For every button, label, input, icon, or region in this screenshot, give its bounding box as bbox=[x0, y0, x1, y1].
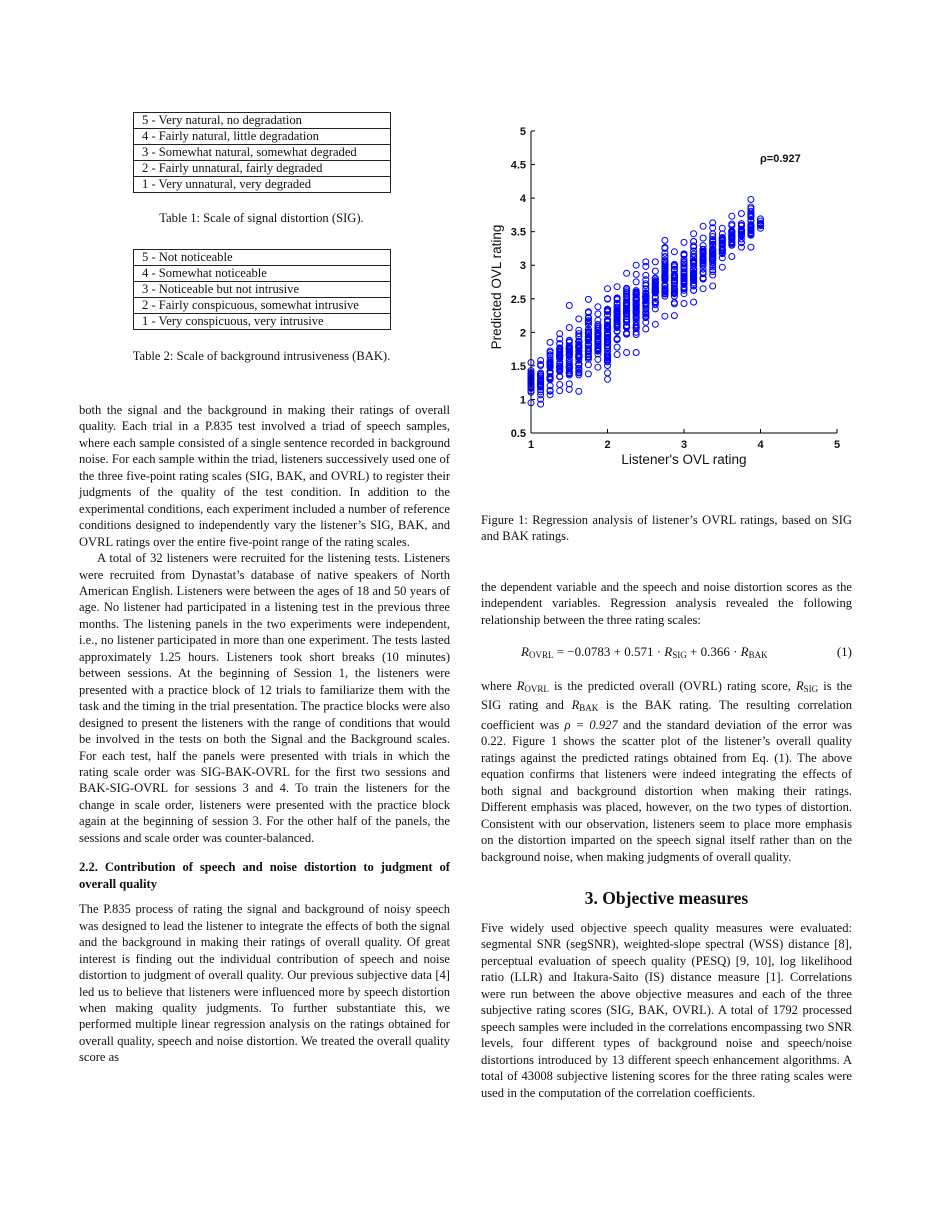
table2-caption: Table 2: Scale of background intrusiveness (BAK). bbox=[132, 349, 391, 363]
scatter-plot bbox=[486, 120, 856, 470]
svg-text:1: 1 bbox=[527, 439, 535, 451]
right-column-middle bbox=[481, 678, 852, 865]
svg-text:0.5: 0.5 bbox=[510, 428, 526, 440]
x-axis-label: Listener's OVL rating bbox=[621, 452, 747, 467]
paragraph: Five widely used objective speech quality measures were evaluated: segmental SNR (segSNR), weighted-slope spectral (WSS) distance [8], perceptual evaluation of speech quality (PESQ) [9, 10], log likelihood ratio (LLR) and Itakura-Saito (IS) distance measure [1]. Correlations were run between the above objective measures and each of the three subjective rating scores (SIG, BAK, OVRL). A total of 1792 processed speech samples were included in the correlations encompassing two SNR levels, four different types of background noise and speech/noise distortions introduced by 13 different speech enhancement algorithms. A total of 43008 subjective listening scores for the three rating scales were used in the computation of the correlation coefficients. bbox=[481, 921, 852, 1100]
sig-scale-table bbox=[133, 112, 391, 193]
subsection-heading: 2.2. Contribution of speech and noise distortion to judgment of overall quality bbox=[79, 860, 450, 891]
svg-text:1: 1 bbox=[519, 394, 526, 407]
figure1-caption: Figure 1: Regression analysis of listener’s OVRL ratings, based on SIG and BAK ratings. bbox=[481, 513, 852, 544]
svg-text:4: 4 bbox=[519, 193, 526, 206]
data-points bbox=[528, 197, 764, 408]
table-row: 1 - Very conspicuous, very intrusive bbox=[134, 314, 391, 330]
svg-text:3.5: 3.5 bbox=[510, 226, 526, 239]
equation-body: $R_{OVRL} = -0.0783 + 0.571 \cdot R_{SIG} + 0.366 \cdot R_{BAK}$ bbox=[521, 644, 768, 660]
y-axis-label: Predicted OVL rating bbox=[489, 224, 504, 350]
table-row: 4 - Somewhat noticeable bbox=[134, 266, 391, 282]
table-row: 4 - Fairly natural, little degradation bbox=[134, 129, 391, 145]
figure1-scatter-chart bbox=[486, 120, 856, 470]
right-column-bottom bbox=[481, 920, 852, 1101]
svg-text:2: 2 bbox=[604, 439, 611, 451]
paragraph: where $R_{OVRL}$ is the predicted overall (OVRL) rating score, $R_{SIG}$ is the SIG rating and $R_{BAK}$ is the BAK rating. The resulting correlation coefficient was ρ = 0.927 and the standard deviation of the error was 0.22. Figure 1 shows the scatter plot of the listener’s overall quality ratings against the predicted ratings obtained from Eq. (1). The above equation confirms that listeners were indeed integrating the effects of both signal and background distortion when making their ratings. Different emphasis was placed, however, on the two types of distortion. Consistent with our observation, listeners seem to place more emphasis on the distortion imparted on the speech signal itself rather than on the background noise, when making judgments of overall quality. bbox=[481, 679, 853, 864]
svg-text:4.5: 4.5 bbox=[510, 159, 526, 172]
table-row: 2 - Fairly conspicuous, somewhat intrusive bbox=[134, 298, 391, 314]
svg-text:3: 3 bbox=[680, 439, 688, 451]
section-heading: 3. Objective measures bbox=[584, 888, 749, 908]
table-row: 5 - Not noticeable bbox=[134, 250, 391, 266]
table-row: 5 - Very natural, no degradation bbox=[134, 113, 391, 129]
bak-scale-table bbox=[133, 249, 391, 330]
equation-number: (1) bbox=[836, 644, 852, 659]
paragraph: the dependent variable and the speech and noise distortion scores as the independent variables. Regression analysis revealed the following relationship between the three rating scales: bbox=[481, 580, 852, 627]
svg-text:3: 3 bbox=[519, 260, 526, 273]
svg-text:5: 5 bbox=[519, 126, 526, 138]
correlation-annotation: ρ=0.927 bbox=[760, 153, 801, 165]
table-row: 3 - Noticeable but not intrusive bbox=[134, 282, 391, 298]
left-column bbox=[79, 402, 450, 1066]
svg-text:2: 2 bbox=[519, 327, 526, 340]
paragraph: A total of 32 listeners were recruited for the listening tests. Listeners were recruited from Dynastat’s database of native speakers of North American English. Listeners were between the ages of 18 and 50 years of age. No listener had participated in a listening test in the previous three months. The listening panels in the two experiments were independent, i.e., no listener participated in more than one experiment. The tests lasted approximately 1.25 hours. Listeners took short breaks (10 minutes) between sessions. At the beginning of Session 1, the listeners were presented with a practice block of 12 trials to familiarize them with the task and the timing in the trial presentation. The practice blocks were also designed to present the listeners with the range of conditions that would be involved in the tests on both the Signal and the Background scales. For each test, half the panels were presented with trials in which the rating scale order was SIG-BAK-OVRL for the first two sessions and BAK-SIG-OVRL for sessions 3 and 4. To train the listeners for the change in scale order, listeners were presented with the practice block again at the beginning of session 3. For the other half of the panels, the sessions and scale order was counter-balanced. bbox=[79, 551, 450, 845]
svg-text:5: 5 bbox=[833, 439, 841, 451]
table-row: 3 - Somewhat natural, somewhat degraded bbox=[134, 145, 391, 161]
right-column-top bbox=[481, 579, 852, 628]
svg-text:4: 4 bbox=[757, 439, 764, 451]
table1-caption: Table 1: Scale of signal distortion (SIG). bbox=[159, 211, 364, 225]
table-row: 1 - Very unnatural, very degraded bbox=[134, 177, 391, 193]
paragraph: both the signal and the background in making their ratings of overall quality. Each trial in a P.835 test involved a triad of speech samples, where each sample consisted of a single sentence recorded in background noise. For each sample within the triad, listeners successively used one of the three five-point rating scales (SIG, BAK, and OVRL) to register their judgments of the quality of the test condition. In addition to the experimental conditions, each experiment included a number of reference conditions designed to independently vary the listener’s SIG, BAK, and OVRL ratings over the entire five-point range of the rating scales. bbox=[79, 403, 450, 549]
table-row: 2 - Fairly unnatural, fairly degraded bbox=[134, 161, 391, 177]
paragraph: The P.835 process of rating the signal and background of noisy speech was designed to lead the listener to integrate the effects of both the signal and the background in making their ratings of overall quality. Of great interest is finding out the individual contribution of speech and noise distortion to judgment of overall quality. Our previous subjective data [4] led us to believe that listeners were influenced more by speech distortion when making quality judgments. To further substantiate this, we performed multiple linear regression analysis on the ratings obtained for overall quality, speech and noise distortion. We treated the overall quality score as bbox=[79, 902, 450, 1065]
svg-text:2.5: 2.5 bbox=[510, 293, 526, 306]
svg-text:1.5: 1.5 bbox=[510, 360, 526, 373]
